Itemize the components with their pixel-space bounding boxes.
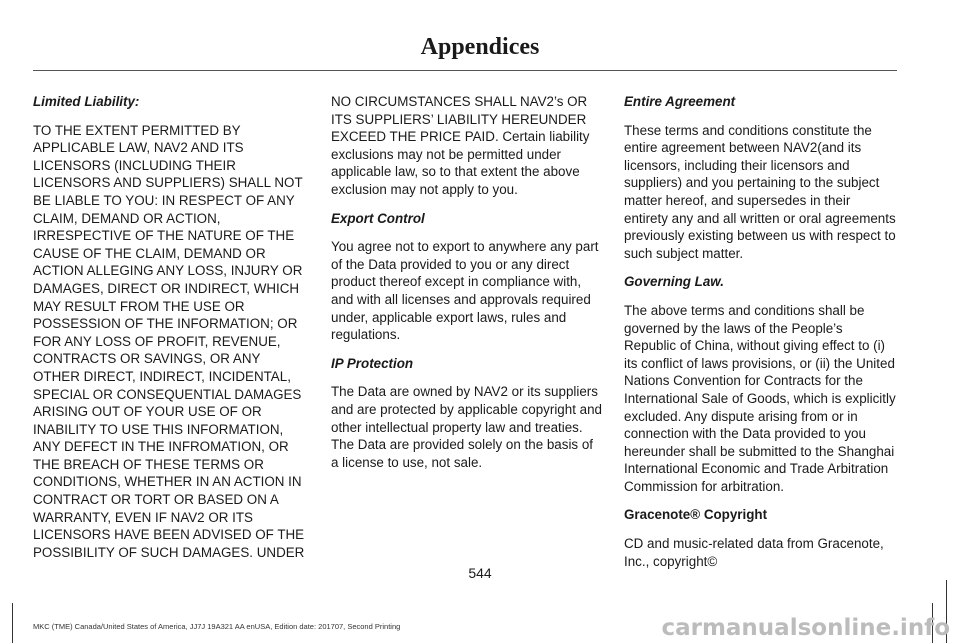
page-number: 544	[468, 565, 492, 581]
export-control-text: You agree not to export to anywhere any part of the Data provided to you or any direct product thereof except in compliance with, and with all licenses and approvals required under, applicable export laws, rules and regulations.	[331, 239, 599, 343]
column-3	[624, 93, 896, 581]
liability-continued-text: NO CIRCUMSTANCES SHALL NAV2’s OR ITS SUPPLIERS’ LIABILITY HEREUNDER EXCEED THE PRICE PAID. Certain liability exclusions may not be permitted under applicable law, so to that extent the above exclusion may not apply to you.	[331, 94, 590, 197]
section-heading-ip-protection: IP Protection	[331, 355, 414, 371]
watermark-logo: carmanualsonline.info	[661, 615, 950, 641]
header-divider	[33, 70, 897, 71]
ip-protection-text: The Data are owned by NAV2 or its suppliers and are protected by applicable copyright and other intellectual property law and treaties. The Data are provided solely on the basis of a license to use, not sale.	[331, 384, 602, 470]
entire-agreement-text: These terms and conditions constitute the entire agreement between NAV2(and its licensors, including their licensors and suppliers) and you pertaining to the subject matter hereof, and supersedes in their entirety any and all written or oral agreements previously existing between us with respect to such subject matter.	[624, 122, 896, 261]
section-heading-limited-liability: Limited Liability:	[33, 94, 140, 109]
section-heading-export-control: Export Control	[331, 210, 425, 226]
section-heading-entire-agreement: Entire Agreement	[624, 94, 736, 109]
column-2	[331, 93, 603, 482]
page-title: Appendices	[420, 34, 540, 60]
footer-edition-text: MKC (TME) Canada/United States of America, JJ7J 19A321 AA enUSA, Edition date: 201707, Second Printing	[33, 622, 401, 631]
crop-mark-left	[12, 603, 13, 643]
section-heading-gracenote-copyright: Gracenote® Copyright	[624, 507, 768, 523]
section-heading-governing-law: Governing Law.	[624, 274, 724, 290]
governing-law-text: The above terms and conditions shall be governed by the laws of the People’s Republic of China, without giving effect to (i) its conflict of laws provisions, or (ii) the United Nations Convention for Contracts for the International Sale of Goods, which is explicitly excluded. Any dispute arising from or in connection with the Data provided to you hereunder shall be submitted to the Shanghai International Economic and Trade Arbitration Commission for arbitration.	[624, 302, 896, 494]
column-1	[33, 93, 305, 572]
limited-liability-text: TO THE EXTENT PERMITTED BY APPLICABLE LAW, NAV2 AND ITS LICENSORS (INCLUDING THEIR LICENSORS AND SUPPLIERS) SHALL NOT BE LIABLE TO YOU: IN RESPECT OF ANY CLAIM, DEMAND OR ACTION, IRRESPECTIVE OF THE NATURE OF THE CAUSE OF THE CLAIM, DEMAND OR ACTION ALLEGING ANY LOSS, INJURY OR DAMAGES, DIRECT OR INDIRECT, WHICH MAY RESULT FROM THE USE OR POSSESSION OF THE INFORMATION; OR FOR ANY LOSS OF PROFIT, REVENUE, CONTRACTS OR SAVINGS, OR ANY OTHER DIRECT, INDIRECT, INCIDENTAL, SPECIAL OR CONSEQUENTIAL DAMAGES ARISING OUT OF YOUR USE OF OR INABILITY TO USE THIS INFORMATION, ANY DEFECT IN THE INFROMATION, OR THE BREACH OF THESE TERMS OR CONDITIONS, WHETHER IN AN ACTION IN CONTRACT OR TORT OR BASED ON A WARRANTY, EVEN IF NAV2 OR ITS LICENSORS HAVE BEEN ADVISED OF THE POSSIBILITY OF SUCH DAMAGES. UNDER	[33, 122, 305, 560]
gracenote-copyright-text: CD and music-related data from Gracenote, Inc., copyright©	[624, 536, 884, 569]
